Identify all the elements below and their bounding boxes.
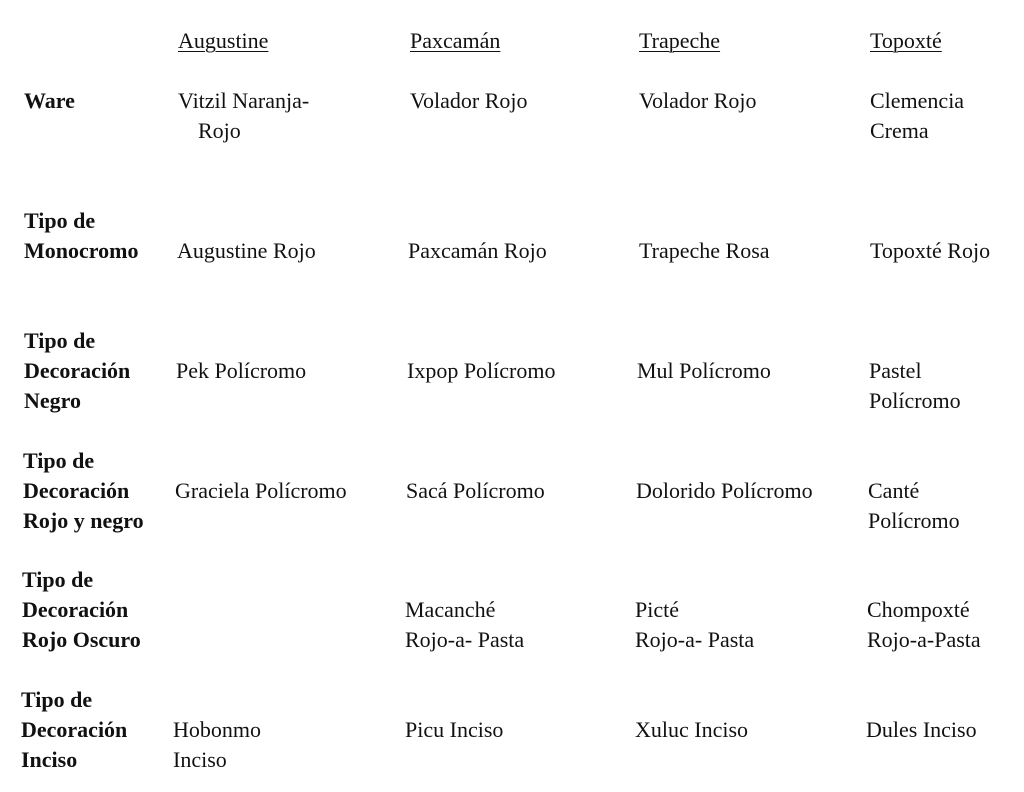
cell-line: Canté bbox=[868, 478, 920, 503]
column-header-augustine: Augustine bbox=[178, 28, 269, 53]
table-cell bbox=[177, 236, 316, 266]
cell-line: Ixpop Polícromo bbox=[407, 358, 556, 383]
column-header-paxcaman: Paxcamán bbox=[410, 28, 501, 53]
row-header-ware bbox=[24, 86, 75, 116]
cell-line: Mul Polícromo bbox=[637, 358, 771, 383]
table-cell bbox=[175, 476, 347, 506]
cell-line: Graciela Polícromo bbox=[175, 478, 347, 503]
row-header-line: Decoración bbox=[22, 597, 129, 622]
row-header-line: Tipo de bbox=[21, 687, 93, 712]
table-cell bbox=[870, 86, 964, 146]
row-header-monocromo bbox=[24, 206, 138, 266]
column-header-topoxte: Topoxté bbox=[870, 28, 942, 53]
row-header-decoracion-negro bbox=[24, 326, 130, 416]
cell-line: Crema bbox=[870, 118, 929, 143]
cell-line: Rojo-a- Pasta bbox=[405, 627, 525, 652]
table-cell bbox=[178, 86, 309, 146]
cell-line: Augustine Rojo bbox=[177, 238, 316, 263]
cell-line: Pek Polícromo bbox=[176, 358, 307, 383]
table-cell bbox=[635, 715, 748, 745]
row-header-line: Rojo Oscuro bbox=[22, 627, 141, 652]
row-header-line: Tipo de bbox=[23, 448, 95, 473]
table-cell bbox=[866, 715, 977, 745]
row-header-line: Decoración bbox=[21, 717, 128, 742]
row-header-line: Negro bbox=[24, 388, 82, 413]
table-cell bbox=[868, 476, 960, 536]
cell-line: Hobonmo bbox=[173, 717, 261, 742]
row-header-decoracion-rojo-oscuro bbox=[22, 565, 141, 655]
row-header-line: Decoración bbox=[24, 358, 131, 383]
cell-line: Topoxté Rojo bbox=[870, 238, 991, 263]
table-cell bbox=[405, 595, 524, 655]
table-cell bbox=[176, 356, 306, 386]
table-cell bbox=[406, 476, 545, 506]
table-cell bbox=[173, 715, 261, 775]
table-cell bbox=[405, 715, 503, 745]
row-header-line: Monocromo bbox=[24, 238, 139, 263]
cell-line: Volador Rojo bbox=[410, 88, 528, 113]
cell-line: Clemencia bbox=[870, 88, 965, 113]
table-cell bbox=[869, 356, 961, 416]
cell-line: Chompoxté bbox=[867, 597, 970, 622]
column-header-trapeche: Trapeche bbox=[639, 28, 721, 53]
cell-line: Picu Inciso bbox=[405, 717, 504, 742]
row-header-decoracion-rojo-y-negro bbox=[23, 446, 144, 536]
table-cell bbox=[408, 236, 547, 266]
row-header-line: Tipo de bbox=[22, 567, 94, 592]
cell-line: Xuluc Inciso bbox=[635, 717, 749, 742]
table-cell bbox=[407, 356, 556, 386]
row-header-line: Ware bbox=[24, 88, 75, 113]
row-header-line: Tipo de bbox=[24, 328, 96, 353]
cell-line: Trapeche Rosa bbox=[639, 238, 770, 263]
cell-line: Dolorido Polícromo bbox=[636, 478, 813, 503]
cell-line: Picté bbox=[635, 597, 679, 622]
row-header-line: Inciso bbox=[21, 747, 78, 772]
cell-line: Inciso bbox=[173, 747, 227, 772]
row-header-line: Rojo y negro bbox=[23, 508, 144, 533]
table-cell bbox=[410, 86, 528, 116]
row-header-decoracion-inciso bbox=[21, 685, 127, 775]
cell-line: Rojo-a- Pasta bbox=[635, 627, 755, 652]
table-cell bbox=[867, 595, 981, 655]
cell-line: Sacá Polícromo bbox=[406, 478, 545, 503]
table-cell bbox=[635, 595, 754, 655]
cell-line: Dules Inciso bbox=[866, 717, 977, 742]
table-cell bbox=[870, 236, 990, 266]
table-cell bbox=[636, 476, 813, 506]
cell-line: Polícromo bbox=[869, 388, 961, 413]
cell-line: Polícromo bbox=[868, 508, 960, 533]
cell-line: Volador Rojo bbox=[639, 88, 757, 113]
table-cell bbox=[637, 356, 771, 386]
cell-line: Paxcamán Rojo bbox=[408, 238, 547, 263]
row-header-line: Tipo de bbox=[24, 208, 96, 233]
cell-line: Rojo-a-Pasta bbox=[867, 627, 981, 652]
cell-line: Pastel bbox=[869, 358, 922, 383]
cell-line: Vitzil Naranja- bbox=[178, 88, 310, 113]
table-cell bbox=[639, 86, 757, 116]
cell-line: Rojo bbox=[198, 118, 241, 143]
table-cell bbox=[639, 236, 770, 266]
row-header-line: Decoración bbox=[23, 478, 130, 503]
cell-line: Macanché bbox=[405, 597, 496, 622]
